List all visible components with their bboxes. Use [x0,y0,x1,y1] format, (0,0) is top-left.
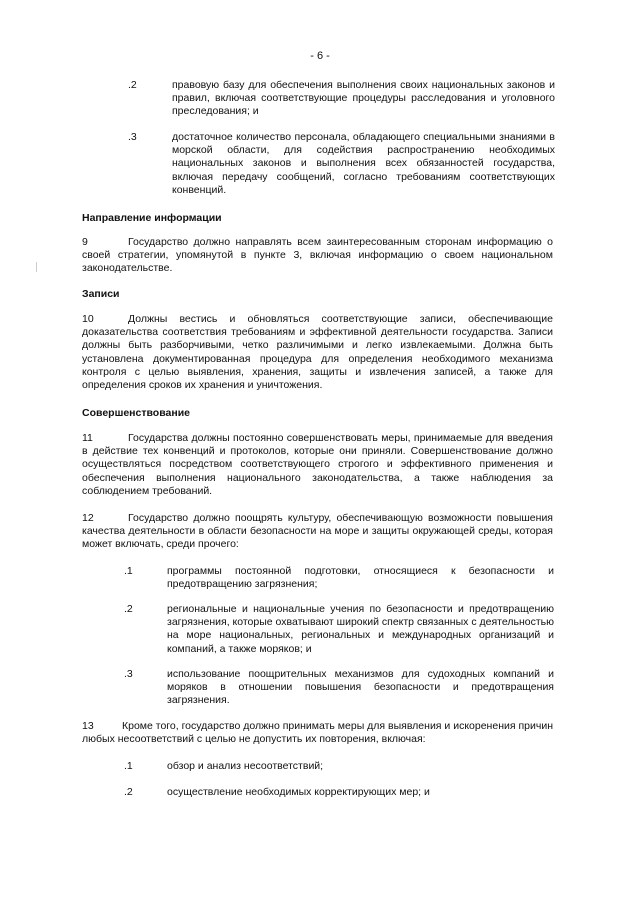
margin-mark [36,262,37,272]
paragraph-text: Должны вестись и обновляться соответствующие записи, обеспечивающие доказательства соответствия требованиям и эффективной деятельности государства. Записи должны быть разборчивыми, четко различимыми и легко извлекаемыми. Должна быть установлена документированная процедура для определения необходимого механизма контроля с целью выявления, хранения, защиты и извлечения записей, а также для определения сроков их хранения и уничтожения. [82,313,553,392]
sub-item-number: .3 [128,131,137,143]
sub-item-number: .2 [124,786,133,798]
paragraph-text: Государство должно поощрять культуру, обеспечивающую возможности повышения качества деятельности в области безопасности на море и защиты окружающей среды, которая может включать, среди прочего: [82,512,553,551]
sub-item-text: программы постоянной подготовки, относящиеся к безопасности и предотвращению загрязнения; [167,565,554,591]
sub-item-text: использование поощрительных механизмов для судоходных компаний и моряков в отношении повышения безопасности и предотвращения загрязнения. [167,668,554,707]
heading-records: Записи [82,288,120,300]
paragraph-text: Кроме того, государство должно принимать меры для выявления и искоренения причин любых несоответствий с целью не допустить их повторения, включая: [82,720,553,746]
sub-item-text: осуществление необходимых корректирующих мер; и [167,786,430,798]
sub-item-text: обзор и анализ несоответствий; [167,760,324,772]
paragraph-number: 12 [82,512,94,524]
sub-item-number: .2 [128,79,137,91]
sub-item-number: .3 [124,668,133,680]
sub-item-number: .1 [124,760,133,772]
paragraph-11 [82,432,553,498]
sub-item-text: достаточное количество персонала, обладающего специальными знаниями в морской области, для содействия распространению необходимых национальных законов и выполнения всех обязанностей государства, включая передачу сообщений, согласно требованиям соответствующих конвенций. [172,131,555,196]
sub-item-text: региональные и национальные учения по безопасности и предотвращению загрязнения, которые охватывают широкий спектр связанных с деятельностью на море национальных, региональных и международных организаций и компаний, а также моряков; и [167,603,554,655]
sub-item-number: .2 [124,603,133,615]
paragraph-number: 11 [82,432,93,444]
paragraph-number: 13 [82,720,94,732]
paragraph-text: Государства должны постоянно совершенствовать меры, принимаемые для введения в действие тех конвенций и протоколов, которые они приняли. Совершенствование должно осуществляться посредством соответствующего строгого и эффективного применения и обеспечения выполнения национального законодательства, а также наблюдения за соблюдением требований. [82,432,553,497]
paragraph-12 [82,512,553,552]
paragraph-number: 9 [82,236,88,248]
heading-information: Направление информации [82,212,222,224]
sub-item-number: .1 [124,565,133,577]
paragraph-10 [82,313,553,392]
heading-improvement: Совершенствование [82,407,191,419]
paragraph-9 [82,236,553,276]
sub-item-text: правовую базу для обеспечения выполнения своих национальных законов и правил, включая соответствующие процедуры расследования и уголовного преследования; и [172,79,555,118]
paragraph-13 [82,720,553,746]
page-number: - 6 - [310,50,330,62]
paragraph-text: Государство должно направлять всем заинтересованным сторонам информацию о своей стратегии, упомянутой в пункте 3, включая информацию о своем национальном законодательстве. [82,236,553,275]
paragraph-number: 10 [82,313,94,325]
